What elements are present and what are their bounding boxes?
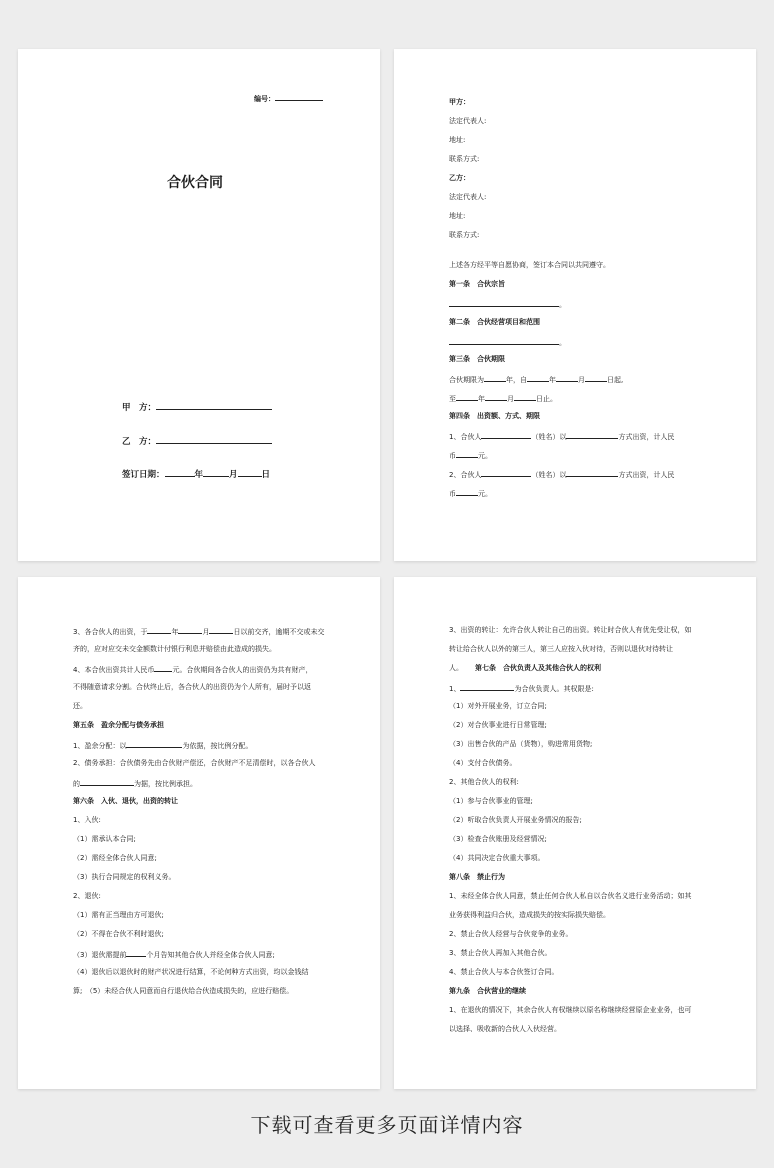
article-6-line: 1、入伙: [73, 816, 101, 824]
contract-number: 编号： [254, 93, 323, 104]
party-b-rep: 法定代表人: [449, 193, 487, 201]
article-3-line-2: 至 年 月 日止。 [449, 395, 557, 403]
article-7-line: （2）对合伙事业进行日常管理; [449, 721, 547, 729]
article-4-item-1: 1、合伙人 （姓名）以 方式出资，计人民 [449, 433, 675, 441]
article-2-blank: 。 [449, 337, 566, 348]
article-9-line: 1、在退伙的情况下，其余合伙人有权继续以原名称继续经营原企业业务，也可 [449, 1006, 692, 1014]
article-6-title: 第六条 入伙、退伙，出资的转让 [73, 797, 178, 805]
article-6-line: （1）需承认本合同; [73, 835, 136, 843]
article-4-item-2-amount: 币 元。 [449, 490, 492, 498]
article-8-line: 业务获得利益归合伙，造成损失的按实际损失赔偿。 [449, 911, 610, 919]
article-3-line-1: 合伙期限为 年，自 年 月 日起, [449, 376, 624, 384]
party-b-address: 地址: [449, 212, 466, 220]
article-5-item-2-cont: 的 为据，按比例承担。 [73, 780, 197, 788]
article-9-line: 以选择、吸收新的合伙人入伙经营。 [449, 1025, 561, 1033]
article-7-line: （4）共同决定合伙重大事项。 [449, 854, 545, 862]
article-6-line: （2）不得在合伙不利时退伙; [73, 930, 164, 938]
article-7-line: （3）检查合伙账册及经营情况; [449, 835, 547, 843]
article-7-line: （2）听取合伙负责人开展业务情况的报告; [449, 816, 582, 824]
article-7-line: （4）支付合伙债务。 [449, 759, 517, 767]
article-3-title: 第三条 合伙期限 [449, 355, 505, 363]
article-6-line: 算; （5）未经合伙人同意而自行退伙给合伙造成损失的，应进行赔偿。 [73, 987, 294, 995]
article-7-line: 2、其他合伙人的权利: [449, 778, 519, 786]
article-6-line: （3）执行合同规定的权利义务。 [73, 873, 176, 881]
party-b-heading: 乙方： [449, 174, 470, 182]
article-7-title: 第七条 合伙负责人及其他合伙人的权利 [475, 664, 601, 672]
article-8-line: 1、未经全体合伙人同意，禁止任何合伙人私自以合伙名义进行业务活动；如其 [449, 892, 692, 900]
article-4-item-2: 2、合伙人 （姓名）以 方式出资，计人民 [449, 471, 675, 479]
article-1-blank: 。 [449, 299, 566, 310]
article-6-line: 2、退伙: [73, 892, 101, 900]
transfer-line-3: 人。 第七条 合伙负责人及其他合伙人的权利 [449, 664, 601, 672]
clause-4-line-3: 还。 [73, 702, 87, 710]
download-more-caption: 下载可查看更多页面详情内容 [250, 1113, 524, 1137]
article-5-item-2: 2、债务承担：合伙债务先由合伙财产偿还，合伙财产不足清偿时，以各合伙人 [73, 759, 316, 767]
party-a-signature: 甲 方： [122, 401, 272, 413]
article-5-item-1: 1、盈余分配：以 为依据，按比例分配。 [73, 742, 253, 750]
number-blank [275, 93, 323, 101]
article-7-line: （3）出售合伙的产品（货物），购进常用货物; [449, 740, 593, 748]
article-8-line: 2、禁止合伙人经营与合伙竞争的业务。 [449, 930, 573, 938]
signing-date: 签订日期： 年 月 日 [122, 470, 271, 480]
party-b-signature: 乙 方： [122, 435, 272, 447]
article-6-withdraw-notice: （3）退伙需提前 个月告知其他合伙人并经全体合伙人同意; [73, 951, 275, 959]
article-8-line: 4、禁止合伙人与本合伙签订合同。 [449, 968, 559, 976]
party-a-heading: 甲方： [449, 98, 470, 106]
contract-page-2 [394, 49, 756, 561]
transfer-line-1: 3、出资的转让：允许合伙人转让自己的出资。转让时合伙人有优先受让权，如 [449, 626, 692, 634]
party-a-rep: 法定代表人: [449, 117, 487, 125]
clause-3-line-2: 齐的，应对应交未交金额数计付银行利息并赔偿由此造成的损失。 [73, 645, 276, 653]
article-6-line: （4）退伙后以退伙时的财产状况进行结算，不论何种方式出资，均以金钱结 [73, 968, 309, 976]
article-9-title: 第九条 合伙营业的继续 [449, 987, 526, 995]
article-4-item-1-amount: 币 元。 [449, 452, 492, 460]
clause-4-line-2: 不得随意请求分割。合伙终止后，各合伙人的出资仍为个人所有，届时予以返 [73, 683, 311, 691]
article-7-line: （1）对外开展业务，订立合同; [449, 702, 547, 710]
contract-page-4 [394, 577, 756, 1089]
article-2-title: 第二条 合伙经营项目和范围 [449, 318, 540, 326]
contract-page-3 [18, 577, 380, 1089]
article-8-line: 3、禁止合伙人再加入其他合伙。 [449, 949, 552, 957]
intro-text: 上述各方经平等自愿协商，签订本合同以共同遵守。 [449, 261, 610, 269]
article-1-title: 第一条 合伙宗旨 [449, 280, 505, 288]
transfer-line-2: 转让给合伙人以外的第三人，第三人应按入伙对待，否则以退伙对待转让 [449, 645, 673, 653]
article-7-line: （1）参与合伙事业的管理; [449, 797, 533, 805]
article-7-item-1: 1、 为合伙负责人。其权限是: [449, 685, 594, 693]
article-6-line: （1）需有正当理由方可退伙; [73, 911, 164, 919]
party-b-contact: 联系方式: [449, 231, 480, 239]
party-a-address: 地址: [449, 136, 466, 144]
clause-4-line-1: 4、本合伙出资共计人民币 元。合伙期间各合伙人的出资仍为共有财产， [73, 666, 313, 674]
party-a-contact: 联系方式: [449, 155, 480, 163]
article-4-title: 第四条 出资额、方式、期限 [449, 412, 540, 420]
cover-page [18, 49, 380, 561]
article-8-title: 第八条 禁止行为 [449, 873, 505, 881]
clause-3-line-1: 3、各合伙人的出资，于 年 月 日以前交齐，逾期不交或未交 [73, 628, 325, 636]
article-6-line: （2）需经全体合伙人同意; [73, 854, 157, 862]
article-5-title: 第五条 盈余分配与债务承担 [73, 721, 164, 729]
contract-title: 合伙合同 [167, 175, 223, 191]
